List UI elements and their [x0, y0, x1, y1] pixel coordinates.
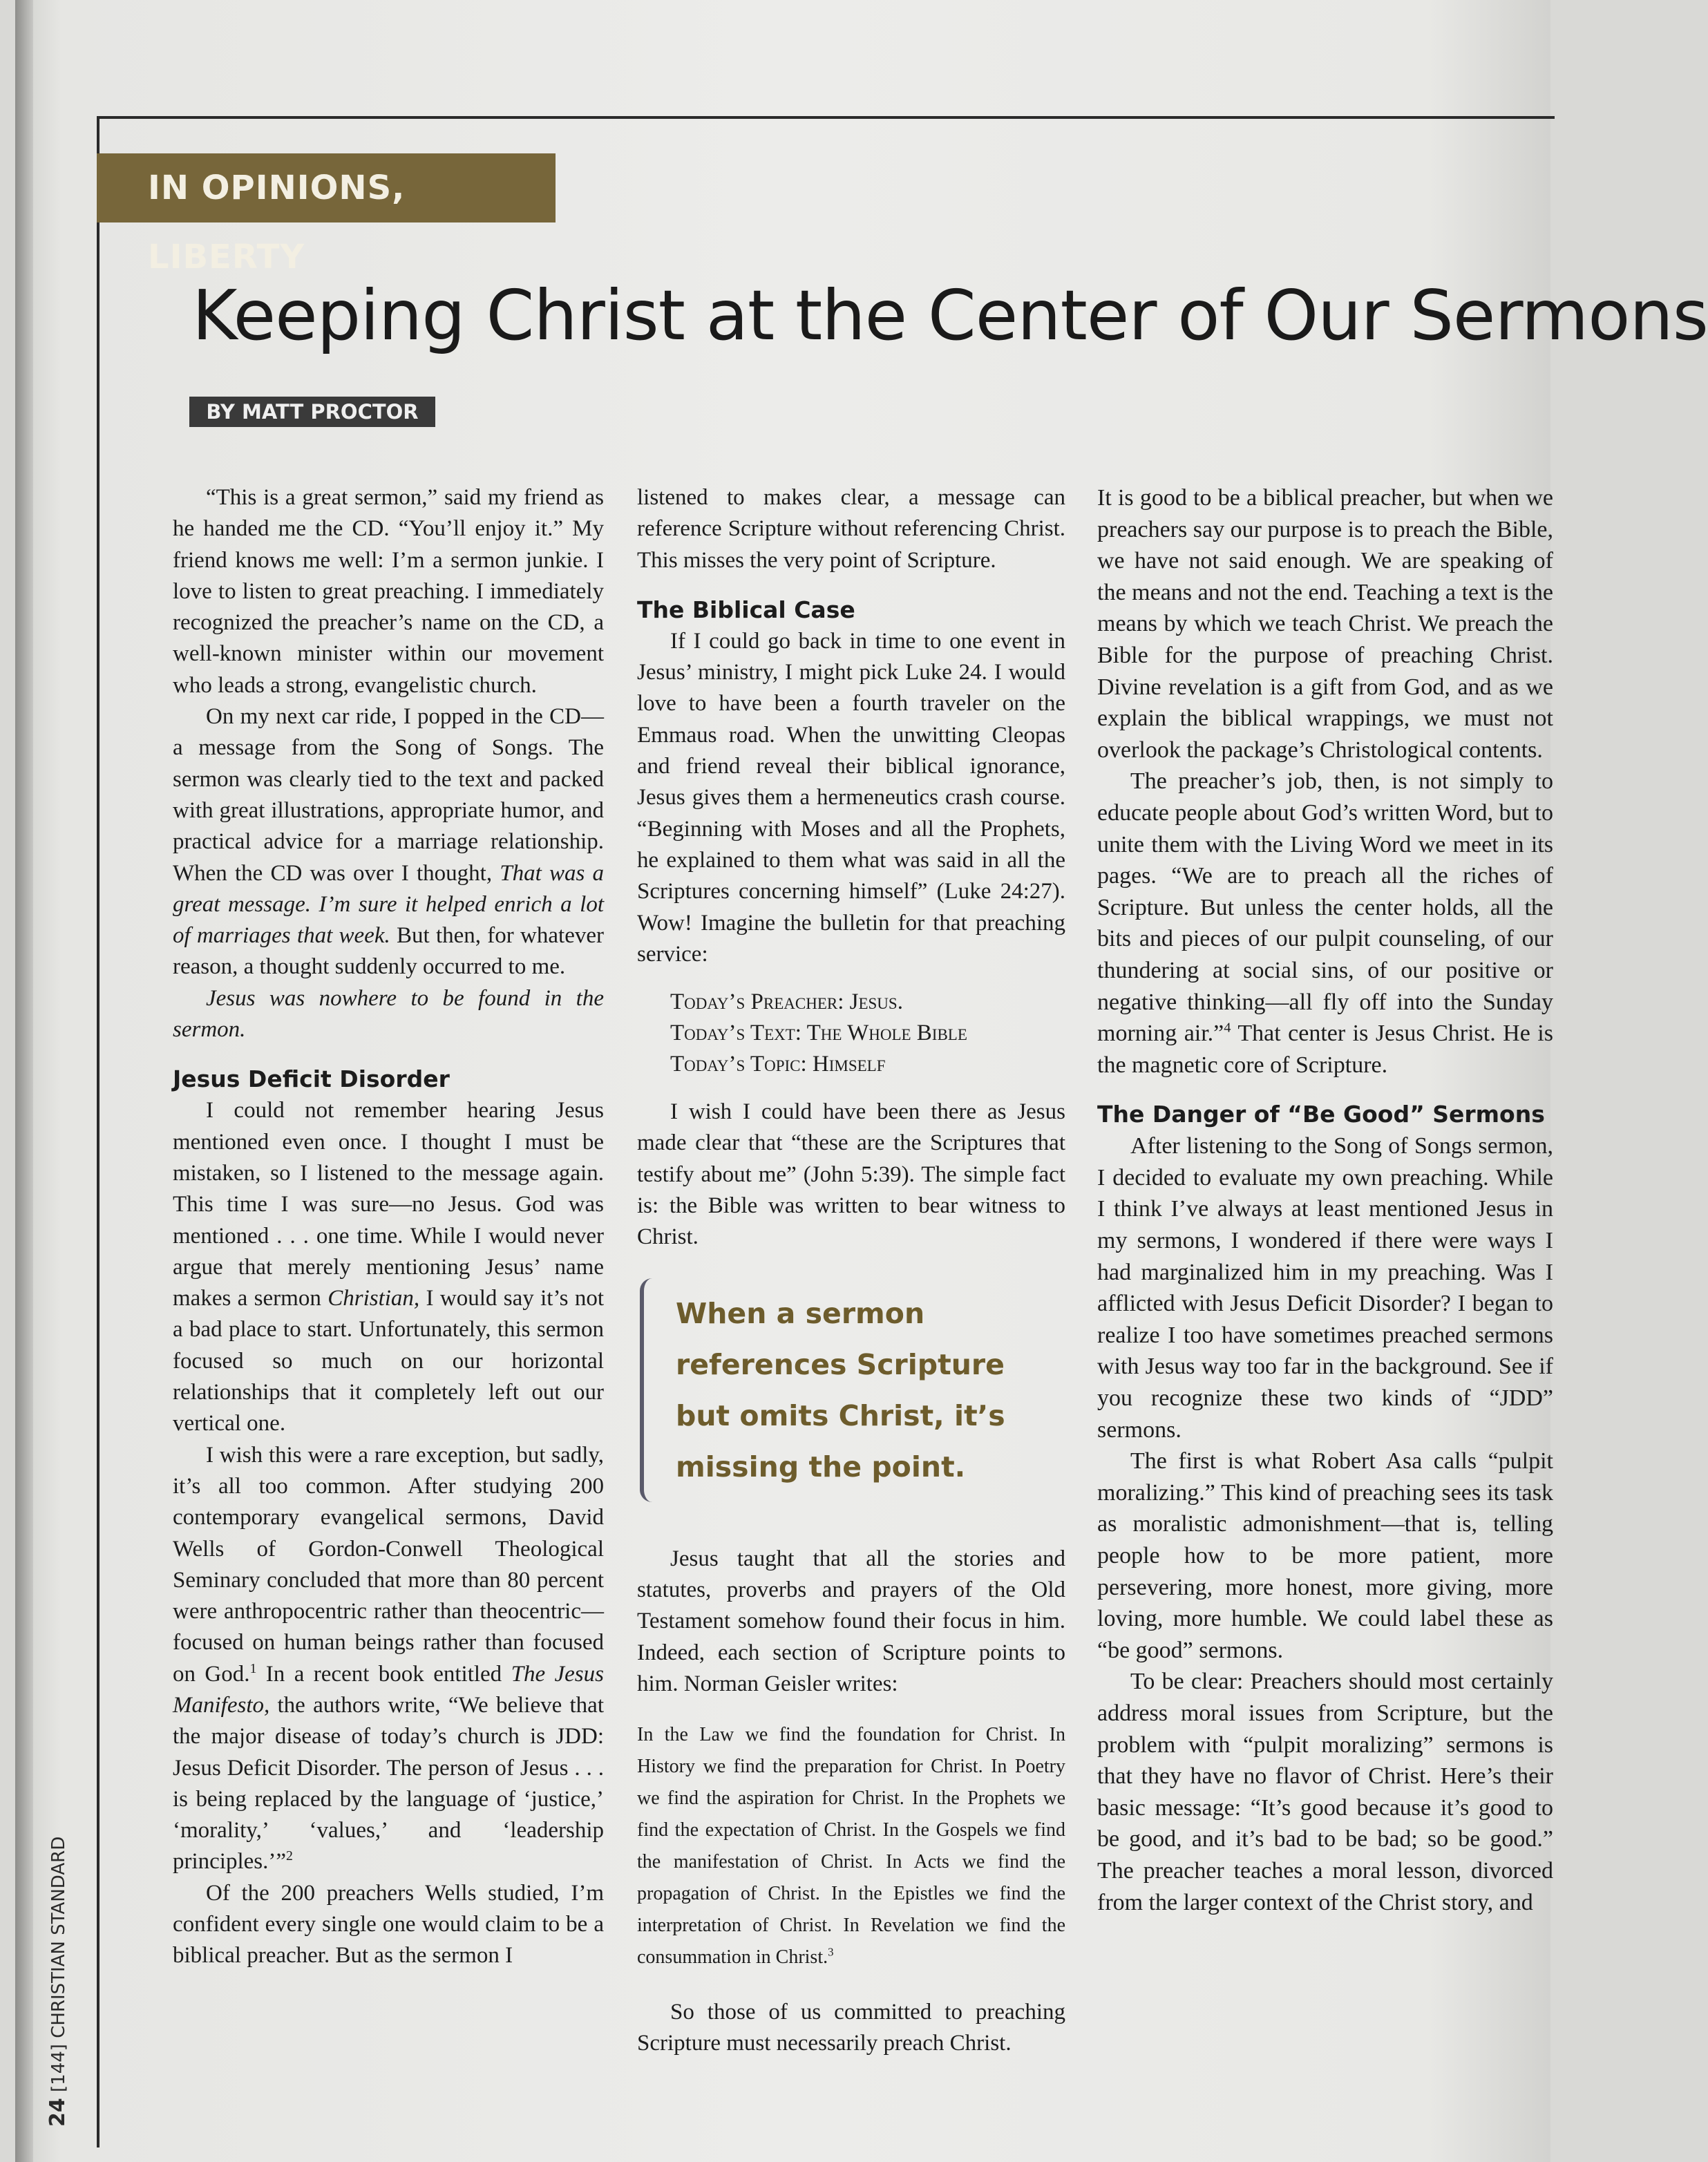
subheading: Jesus Deficit Disorder [173, 1065, 450, 1093]
byline: BY MATT PROCTOR [189, 397, 435, 427]
pull-quote: When a sermon references Scripture but omits Christ, it’s missing the point. [640, 1278, 1065, 1502]
bulletin-line: Today’s Topic: Himself [670, 1052, 886, 1077]
page-spine [15, 0, 33, 2162]
column-2 [637, 482, 1065, 2060]
block-quote: In the Law we find the foundation for Christ. In History we find the preparation for Christ. In Poetry we find the aspiration for Christ. In the Prophets we find the expectation of Christ. In the Gospels we find the manifestation of Christ. In Acts we find the propagation of Christ. In the Epistles we find the interpretation of Christ. In Revelation we find the consummation in Christ.$^3$ [637, 1724, 1065, 1969]
paragraph: I wish I could have been there as Jesus made clear that “these are the Scriptures that testify about me” (John 5:39). The simple fact is: the Bible was written to bear witness to Christ. [637, 1099, 1065, 1250]
bulletin-line: Today’s Preacher: Jesus. [670, 989, 903, 1015]
section-tag: IN OPINIONS, LIBERTY [97, 153, 556, 222]
paragraph: listened to makes clear, a message can reference Scripture without referencing Christ. This misses the very point of Scripture. [637, 485, 1065, 573]
subheading: The Biblical Case [637, 596, 855, 623]
column-3 [1097, 482, 1553, 1918]
paragraph: After listening to the Song of Songs sermon, I decided to evaluate my own preaching. While I think I’ve always at least mentioned Jesus in my sermons, I wondered if there were ways I had marginalized him in my preaching. Was I afflicted with Jesus Deficit Disorder? I began to realize I too have sometimes preached sermons with Jesus way too far in the background. See if you recognize these two kinds of “JDD” sermons. [1097, 1133, 1553, 1443]
paragraph: The first is what Robert Asa calls “pulpit moralizing.” This kind of preaching sees its task as moralistic admonishment—that is, telling people how to be more patient, more persevering, more honest, more giving, more loving, more humble. We could label these as “be good” sermons. [1097, 1448, 1553, 1663]
footnote-marker: 3 [828, 1945, 834, 1959]
paragraph: Jesus was nowhere to be found in the sermon. [173, 985, 604, 1043]
paragraph: If I could go back in time to one event in Jesus’ ministry, I might pick Luke 24. I would love to have been a fourth traveler on the Emmaus road. When the unwitting Cleopas and friend reveal their biblical ignorance, Jesus gives them a hermeneutics crash course. “Beginning with Moses and all the Prophets, he explained to them what was said in all the Scriptures concerning himself” (Luke 24:27). Wow! Imagine the bulletin for that preaching service: [637, 628, 1065, 967]
article-title: Keeping Christ at the Center of Our Sermons [192, 275, 1708, 356]
paragraph: “This is a great sermon,” said my friend as he handed me the CD. “You’ll enjoy it.” My friend knows me well: I’m a sermon junkie. I love to listen to great preaching. I immediately recognized the preacher’s name on the CD, a well-known minister within our movement who leads a strong, evangelistic church. [173, 485, 604, 698]
paragraph: Jesus taught that all the stories and statutes, proverbs and prayers of the Old Testament somehow found their focus in him. Indeed, each section of Scripture points to him. Norman Geisler writes: [637, 1546, 1065, 1696]
paragraph: I wish this were a rare exception, but sadly, it’s all too common. After studying 200 contemporary evangelical sermons, David Wells of Gordon-Conwell Theological Seminary concluded that more than 80 percent were anthropocentric rather than theocentric—focused on human beings rather than focused on God.$^1$ In a recent book entitled The Jesus Manifesto, the authors write, “We believe that the major disease of today’s church is JDD: Jesus Deficit Disorder. The person of Jesus . . . is being replaced by the language of ‘justice,’ ‘morality,’ ‘values,’ and ‘leadership principles.’”$^2$ [173, 1442, 604, 1875]
paragraph: The preacher’s job, then, is not simply to educate people about God’s written Word, but to unite them with the Living Word we meet in its pages. “We are to preach all the riches of Scripture. But unless the center holds, all the bits and pieces of our pulpit counseling, of our thundering at social sins, of our positive or negative thinking—all fly off into the Sunday morning air.”$^4$ That center is Jesus Christ. He is the magnetic core of Scripture. [1097, 768, 1553, 1078]
footnote-marker: 4 [1224, 1020, 1231, 1036]
paragraph: On my next car ride, I popped in the CD—a message from the Song of Songs. The sermon was clearly tied to the text and packed with great illustrations, appropriate humor, and practical advice for a marriage relationship. When the CD was over I thought, That was a great message. I’m sure it helped enrich a lot of marriages that week. But then, for whatever reason, a thought suddenly occurred to me. [173, 704, 605, 980]
page-folio: 24 [144] CHRISTIAN STANDARD [46, 1836, 70, 2127]
paragraph: I could not remember hearing Jesus mentioned even once. I thought I must be mistaken, so I listened to the message again. This time I was sure—no Jesus. God was mentioned . . . one time. While I would never argue that merely mentioning Jesus’ name makes a sermon Christian, I would say it’s not a bad place to start. Unfortunately, this sermon focused so much on our horizontal relationships that it completely left out our vertical one. [173, 1098, 605, 1436]
paragraph: Of the 200 preachers Wells studied, I’m confident every single one would claim to be a biblical preacher. But as the sermon I [173, 1880, 604, 1969]
footnote-marker: 1 [249, 1660, 257, 1676]
magazine-page [15, 0, 1708, 2162]
bulletin-lines [670, 987, 1065, 1080]
paragraph: It is good to be a biblical preacher, but when we preachers say our purpose is to preach the Bible, we have not said enough. We are speaking of the means and not the end. Teaching a text is the means by which we teach Christ. We preach the Bible for the purpose of preaching Christ. Divine revelation is a gift from God, and as we explain the biblical wrappings, we must not overlook the package’s Christological contents. [1097, 485, 1553, 763]
column-1 [173, 482, 604, 1972]
footnote-marker: 2 [286, 1848, 293, 1864]
frame-rule-top [97, 116, 1555, 119]
frame-rule-left [97, 116, 99, 2147]
bulletin-line: Today’s Text: The Whole Bible [670, 1021, 967, 1046]
subheading: The Danger of “Be Good” Sermons [1097, 1101, 1545, 1128]
paragraph: So those of us committed to preaching Scripture must necessarily preach Christ. [637, 2000, 1065, 2056]
paragraph: To be clear: Preachers should most certainly address moral issues from Scripture, but the problem with “pulpit moralizing” sermons is that they have no flavor of Christ. Here’s their basic message: “It’s good because it’s good to be good, and it’s bad to be bad; so be good.” The preacher teaches a moral lesson, divorced from the larger context of the Christ story, and [1097, 1669, 1553, 1915]
